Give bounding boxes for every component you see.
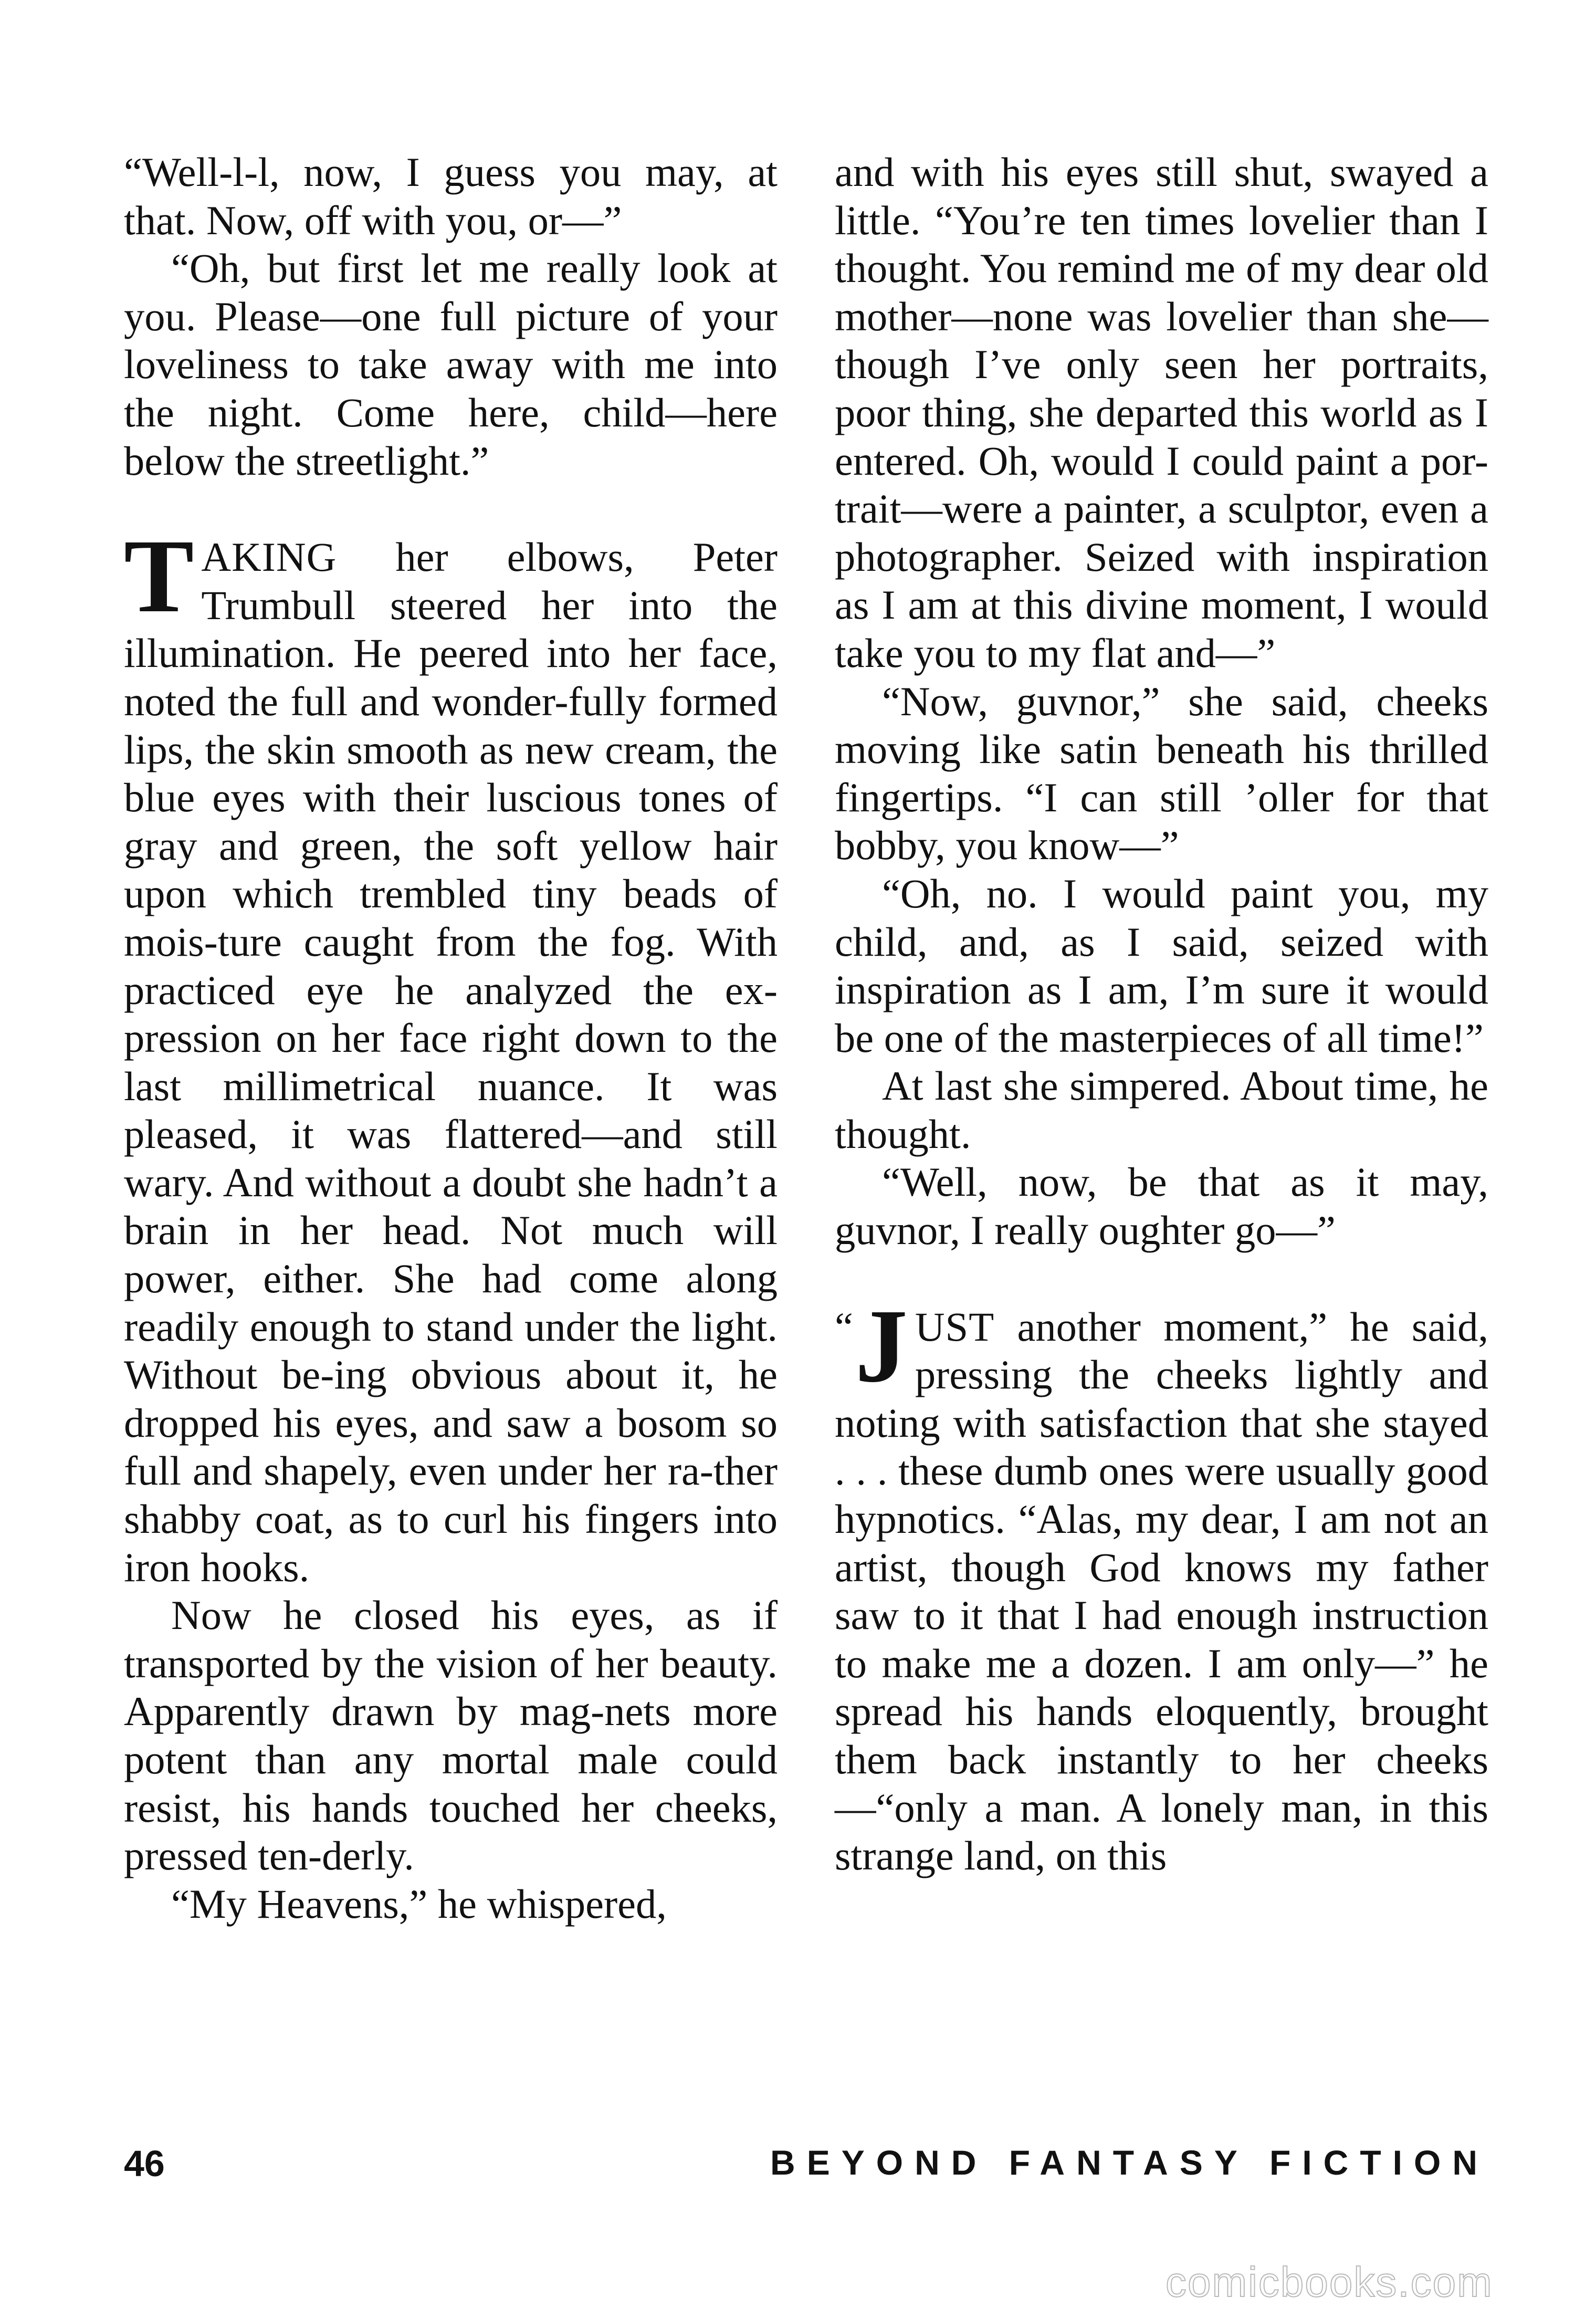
section-paragraph bbox=[835, 1288, 1488, 1880]
paragraph: “Well-l-l, now, I guess you may, at that. Now, off with you, or—” bbox=[124, 149, 778, 243]
small-caps-lead: AKING bbox=[201, 534, 337, 580]
running-title: BEYOND FANTASY FICTION bbox=[770, 2143, 1489, 2182]
paragraph: and with his eyes still shut, swayed a little. “You’re ten times lovelier than I thought. You remind me of my dear old mother—none was lovelier than she—though I’ve only seen her portraits, poor thing, she departed this world as I entered. Oh, would I could paint a por-trait—were a painter, a sculptor, even a photographer. Seized with inspiration as I am at this divine moment, I would take you to my flat and—” bbox=[835, 149, 1488, 676]
paragraph: “Oh, but first let me really look at you. Please—one full picture of your loveliness to take away with me into the night. Come here, child—here below the streetlight.” bbox=[124, 245, 778, 484]
section-paragraph bbox=[124, 518, 778, 1591]
paragraph: “Oh, no. I would paint you, my child, and, as I said, seized with inspiration as I am, I’m sure it would be one of the masterpieces of all time!” bbox=[835, 870, 1488, 1061]
page-footer bbox=[124, 2143, 1489, 2190]
paragraph: Now he closed his eyes, as if transported by the vision of her beauty. Apparently drawn by mag-nets more potent than any mortal male could resist, his hands touched her cheeks, pressed ten-derly. bbox=[124, 1592, 778, 1879]
paragraph-body: her elbows, Peter Trumbull steered her into the illumination. He peered into her face, noted the full and wonder-fully formed lips, the skin smooth as new cream, the blue eyes with their luscious tones of gray and green, the soft yellow hair upon which trembled tiny beads of mois-ture caught from the fog. With practiced eye he analyzed the ex-pression on her face right down to the last millimetrical nuance. It was pleased, it was flattered—and still wary. And without a doubt she hadn’t a brain in her head. Not much will power, either. She had come along readily enough to stand under the light. Without be-ing obvious about it, he dropped his eyes, and saw a bosom so full and shapely, even under her ra-ther shabby coat, as to curl his fingers into iron hooks. bbox=[124, 534, 778, 1590]
drop-cap: T bbox=[124, 518, 194, 635]
paragraph: “Well, now, be that as it may, guvnor, I really oughter go—” bbox=[835, 1159, 1488, 1253]
paragraph-body: another moment,” he said, pressing the cheeks lightly and noting with satisfaction that she stayed . . . these dumb ones were usually good hypnotics. “Alas, my dear, I am not an artist, though God knows my father saw to it that I had enough instruction to make me a dozen. I am only—” he spread his hands eloquently, brought them back instantly to her cheeks—“only a man. A lonely man, in this strange land, on this bbox=[835, 1303, 1488, 1879]
drop-cap: J bbox=[855, 1288, 908, 1404]
opening-quote: “ bbox=[835, 1303, 853, 1350]
page-number: 46 bbox=[124, 2143, 165, 2184]
paragraph: “My Heavens,” he whispered, bbox=[171, 1881, 667, 1927]
left-text-column bbox=[124, 148, 778, 1928]
small-caps-lead: UST bbox=[915, 1303, 995, 1350]
paragraph: “Now, guvnor,” she said, cheeks moving like satin beneath his thrilled fingertips. “I can still ’oller for that bobby, you know—” bbox=[835, 678, 1488, 869]
watermark: comicbooks.com bbox=[1166, 2259, 1493, 2305]
paragraph: At last she simpered. About time, he thought. bbox=[835, 1063, 1488, 1157]
right-text-column bbox=[835, 148, 1488, 1880]
